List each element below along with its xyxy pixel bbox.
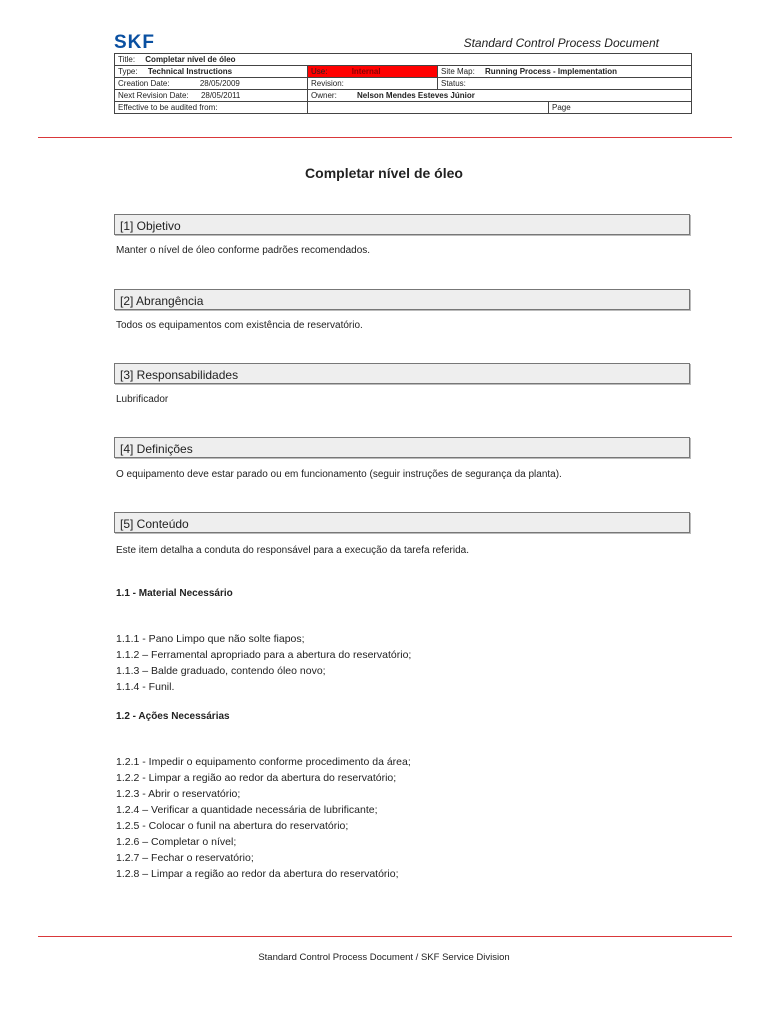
meta-next-revision-value: 28/05/2011 [200, 91, 241, 100]
meta-use-label: Use: [311, 67, 328, 76]
meta-next-revision-cell [115, 90, 308, 102]
header-doc-type: Standard Control Process Document [463, 36, 659, 50]
meta-row-audit [115, 102, 692, 114]
meta-creation-value: 28/05/2009 [199, 79, 240, 88]
meta-status-label: Status: [441, 79, 466, 88]
list-item: 1.1.3 – Balde graduado, contendo óleo novo; [116, 665, 326, 677]
section-heading-conteudo [114, 512, 690, 533]
footer-divider [38, 936, 732, 937]
meta-page-cell [549, 102, 692, 114]
meta-creation-cell [115, 78, 308, 90]
meta-row-type [115, 66, 692, 78]
meta-type-label: Type: [118, 67, 138, 76]
list-item: 1.2.1 - Impedir o equipamento conforme procedimento da área; [116, 756, 411, 768]
list-item: 1.2.3 - Abrir o reservatório; [116, 788, 241, 800]
meta-creation-label: Creation Date: [118, 79, 170, 88]
meta-audit-cell [115, 102, 308, 114]
header-divider [38, 137, 732, 138]
meta-owner-cell [308, 90, 692, 102]
acoes-heading: 1.2 - Ações Necessárias [116, 711, 230, 722]
section-text-conteudo: Este item detalha a conduta do responsável para a execução da tarefa referida. [116, 545, 470, 556]
section-heading-objetivo [114, 214, 690, 235]
meta-owner-label: Owner: [311, 91, 337, 100]
section-text-definicoes: O equipamento deve estar parado ou em funcionamento (seguir instruções de segurança da planta). [116, 469, 562, 480]
material-list [116, 631, 411, 695]
list-item: 1.2.5 - Colocar o funil na abertura do reservatório; [116, 820, 349, 832]
list-item: 1.1.4 - Funil. [116, 681, 175, 693]
acoes-list [116, 754, 411, 882]
header-metadata-table [114, 53, 692, 114]
list-item: 1.1.1 - Pano Limpo que não solte fiapos; [116, 633, 305, 645]
list-item: 1.1.2 – Ferramental apropriado para a abertura do reservatório; [116, 649, 412, 661]
section-heading-text: [1] Objetivo [120, 219, 181, 233]
meta-audit-label: Effective to be audited from: [118, 103, 218, 112]
meta-use-cell [308, 66, 438, 78]
meta-audit-value-cell [308, 102, 549, 114]
list-item: 1.2.7 – Fechar o reservatório; [116, 852, 254, 864]
section-heading-definicoes [114, 437, 690, 458]
list-item: 1.2.6 – Completar o nível; [116, 836, 237, 848]
meta-revision-label: Revision: [311, 79, 344, 88]
meta-type-value: Technical Instructions [147, 67, 233, 76]
meta-type-cell [115, 66, 308, 78]
section-heading-text: [5] Conteúdo [120, 517, 189, 531]
meta-row-creation [115, 78, 692, 90]
meta-status-cell [438, 78, 692, 90]
header-brand-row [114, 33, 691, 54]
section-heading-text: [3] Responsabilidades [120, 368, 239, 382]
meta-row-title [115, 54, 692, 66]
meta-title-value: Completar nível de óleo [145, 55, 236, 64]
section-text-objetivo: Manter o nível de óleo conforme padrões recomendados. [116, 245, 371, 256]
meta-use-value: Internal [351, 67, 381, 76]
meta-owner-value: Nelson Mendes Esteves Júnior [357, 91, 475, 100]
list-item: 1.2.8 – Limpar a região ao redor da abertura do reservatório; [116, 868, 399, 880]
section-heading-text: [2] Abrangência [120, 294, 204, 308]
meta-next-revision-label: Next Revision Date: [118, 91, 189, 100]
skf-logo: SKF [114, 32, 155, 53]
section-heading-responsabilidades [114, 363, 690, 384]
section-text-responsabilidades: Lubrificador [116, 394, 169, 405]
meta-page-label: Page [552, 103, 571, 112]
meta-sitemap-cell [438, 66, 692, 78]
meta-sitemap-value: Running Process - Implementation [485, 67, 618, 76]
section-heading-text: [4] Definições [120, 442, 193, 456]
section-heading-abrangencia [114, 289, 690, 310]
list-item: 1.2.2 - Limpar a região ao redor da abertura do reservatório; [116, 772, 397, 784]
meta-title-cell [115, 54, 692, 66]
list-item: 1.2.4 – Verificar a quantidade necessária de lubrificante; [116, 804, 378, 816]
material-heading: 1.1 - Material Necessário [116, 588, 233, 599]
meta-sitemap-label: Site Map: [441, 67, 475, 76]
meta-title-label: Title: [118, 55, 136, 64]
meta-row-next-revision [115, 90, 692, 102]
footer-text: Standard Control Process Document / SKF Service Division [258, 952, 510, 963]
section-text-abrangencia: Todos os equipamentos com existência de reservatório. [116, 320, 363, 331]
meta-revision-cell [308, 78, 438, 90]
document-title: Completar nível de óleo [305, 165, 463, 181]
